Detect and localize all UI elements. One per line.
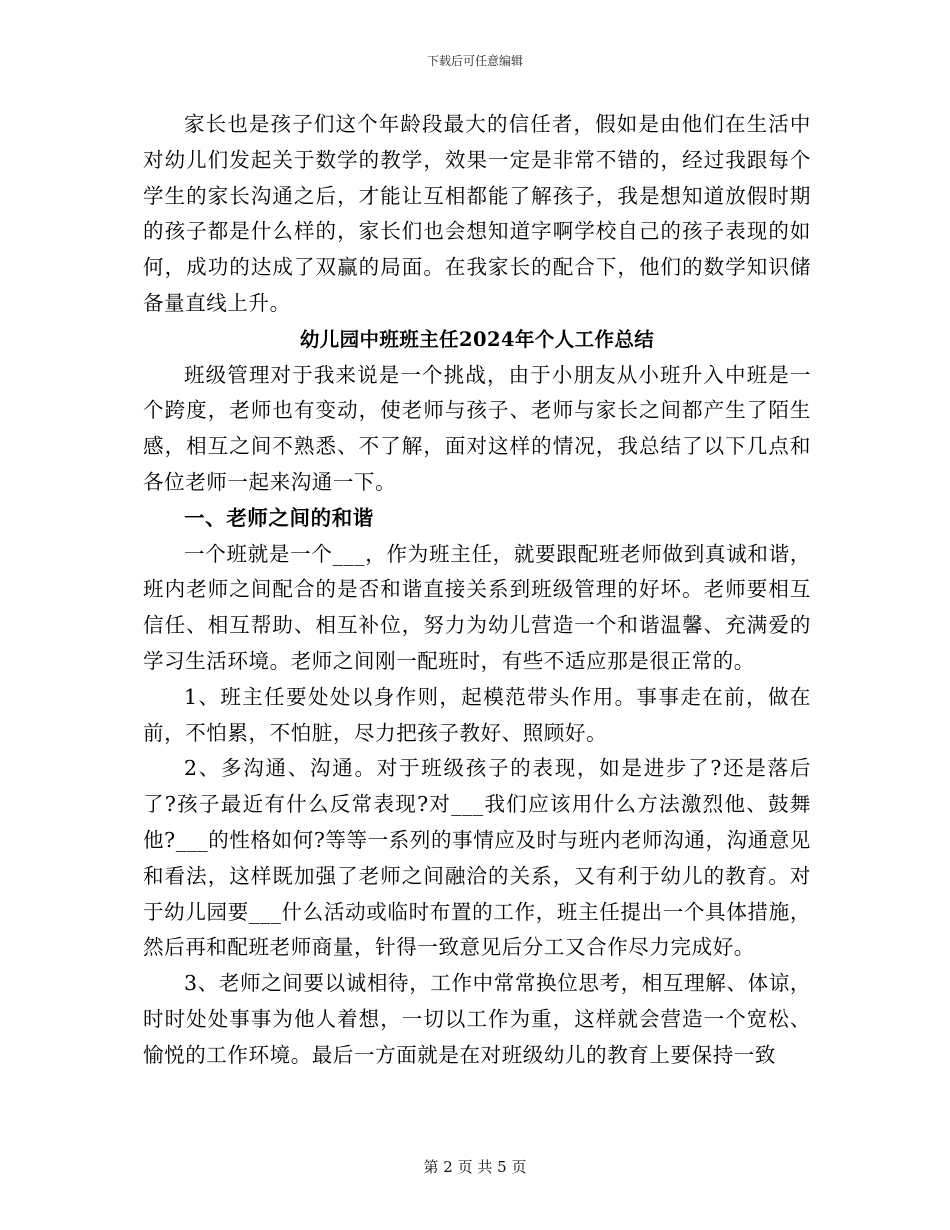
page-header: 下载后可任意编辑 bbox=[426, 54, 523, 68]
paragraph-harmony: 一个班就是一个___，作为班主任，就要跟配班老师做到真诚和谐，班内老师之间配合的是否和谐直接关系到班级管理的好坏。老师要相互信任、相互帮助、相互补位，努力为幼儿营造一个和谐温馨、充满爱的学习生活环境。老师之间刚一配班时，有些不适应那是很正常的。 bbox=[143, 541, 811, 673]
paragraph-point-3: 3、老师之间要以诚相待，工作中常常换位思考，相互理解、体谅，时时处处事事为他人着想，一切以工作为重，这样就会营造一个宽松、愉悦的工作环境。最后一方面就是在对班级幼儿的教育上要保持一致 bbox=[143, 971, 811, 1067]
document-title: 幼儿园中班班主任2024年个人工作总结 bbox=[299, 327, 655, 351]
paragraph-point-1: 1、班主任要处处以身作则，起模范带头作用。事事走在前，做在前，不怕累，不怕脏，尽力把孩子教好、照顾好。 bbox=[143, 684, 811, 745]
paragraph-point-2: 2、多沟通、沟通。对于班级孩子的表现，如是进步了?还是落后了?孩子最近有什么反常表现?对___我们应该用什么方法激烈他、鼓舞他?___的性格如何?等等一系列的事情应及时与班内老师沟通，沟通意见和看法，这样既加强了老师之间融洽的关系，又有利于幼儿的教育。对于幼儿园要___什么活动或临时布置的工作，班主任提出一个具体措施，然后再和配班老师商量，针得一致意见后分工又合作尽力完成好。 bbox=[143, 756, 811, 960]
paragraph-intro: 班级管理对于我来说是一个挑战，由于小朋友从小班升入中班是一个跨度，老师也有变动，使老师与孩子、老师与家长之间都产生了陌生感，相互之间不熟悉、不了解，面对这样的情况，我总结了以下几点和各位老师一起来沟通一下。 bbox=[143, 362, 811, 494]
paragraph-parents: 家长也是孩子们这个年龄段最大的信任者，假如是由他们在生活中对幼儿们发起关于数学的教学，效果一定是非常不错的，经过我跟每个学生的家长沟通之后，才能让互相都能了解孩子，我是想知道放假时期的孩子都是什么样的，家长们也会想知道字啊学校自己的孩子表现的如何，成功的达成了双赢的局面。在我家长的配合下，他们的数学知识储备量直线上升。 bbox=[143, 112, 811, 315]
page-number: 第 2 页 共 5 页 bbox=[423, 1158, 527, 1176]
section-heading: 一、老师之间的和谐 bbox=[184, 505, 374, 530]
document-body bbox=[143, 107, 811, 1074]
